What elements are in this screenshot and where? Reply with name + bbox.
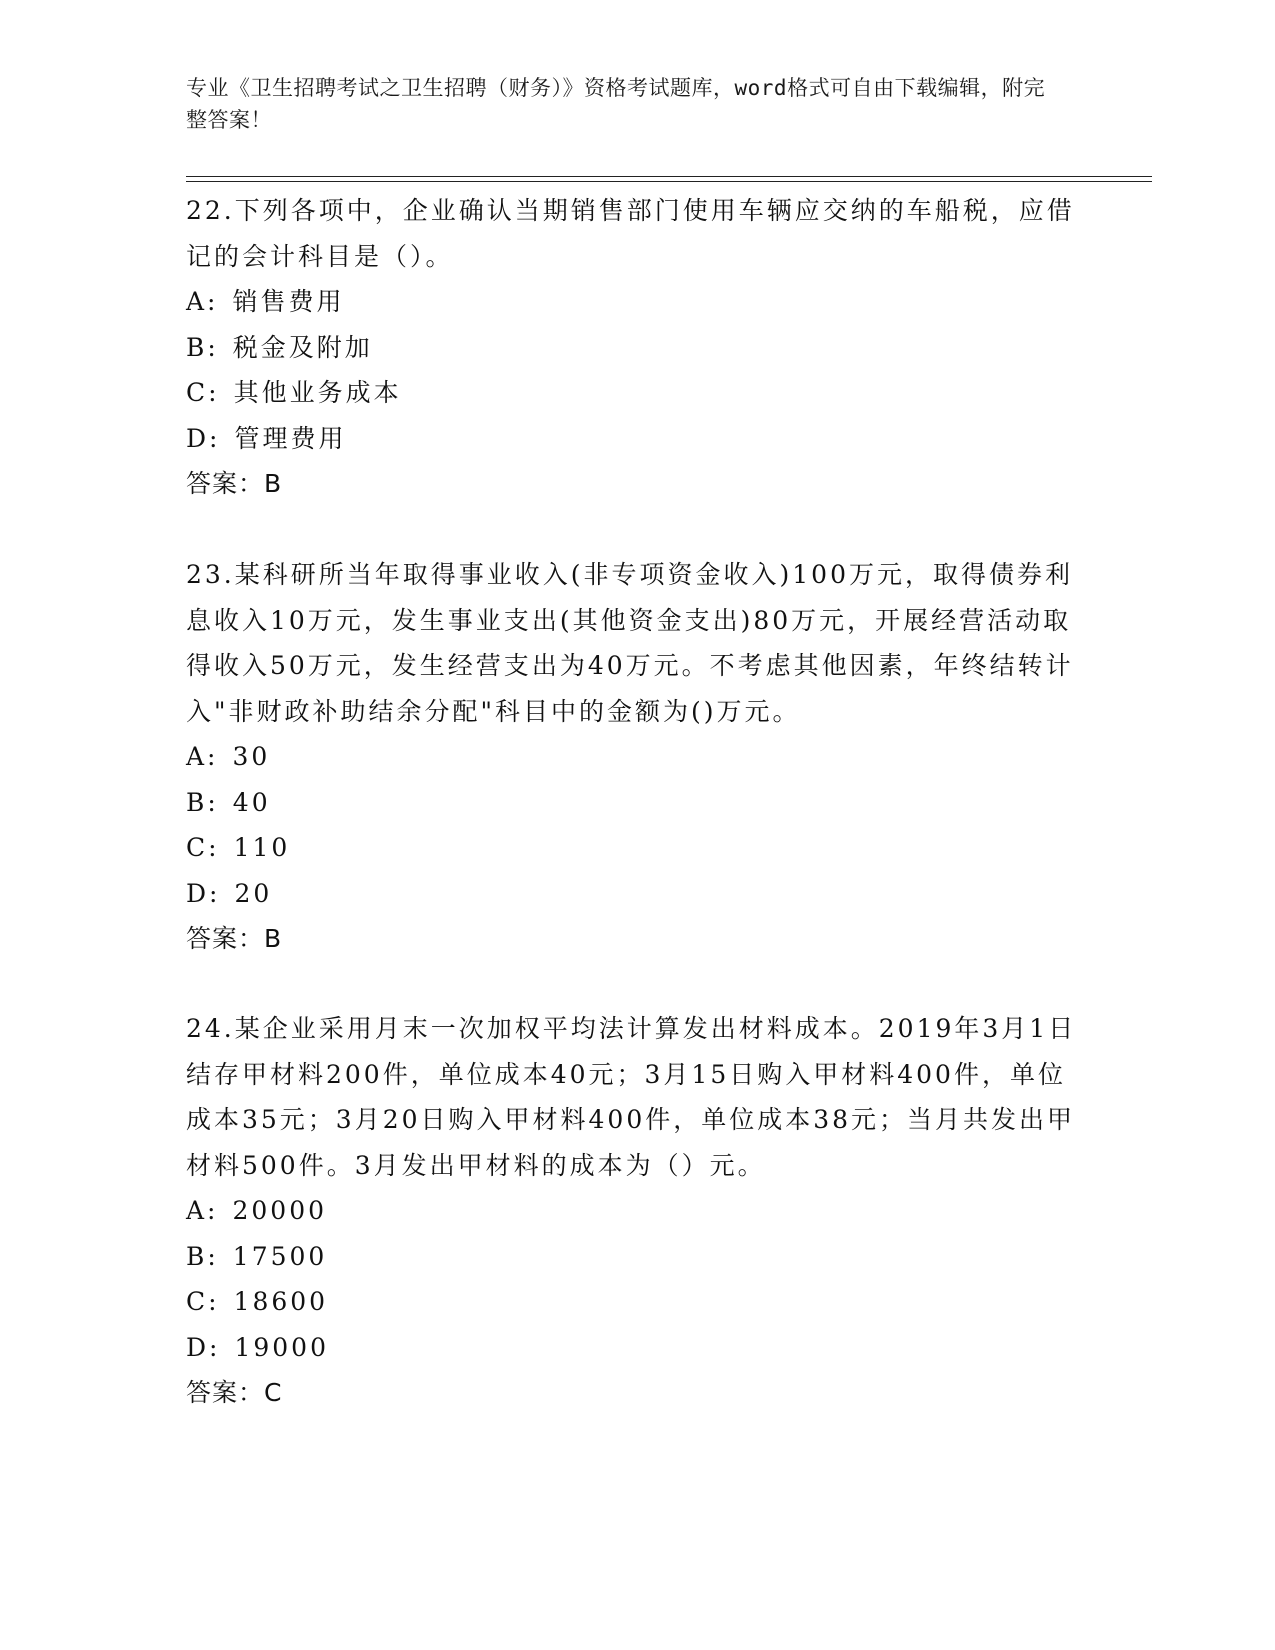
option-text: 20 [234, 878, 273, 908]
option-d [186, 871, 1086, 917]
answer-line: 答案：B [186, 924, 283, 953]
question-24 [186, 1006, 1086, 1416]
option-letter: B: [186, 787, 219, 817]
option-text: 17500 [232, 1241, 328, 1271]
option-letter: A: [186, 742, 219, 771]
option-letter: D: [186, 878, 221, 908]
option-letter: A: [186, 287, 219, 316]
option-b [186, 780, 1086, 826]
option-letter: A: [186, 1196, 219, 1225]
option-letter: D: [186, 1332, 221, 1362]
option-letter: D: [186, 423, 221, 453]
option-letter: B: [186, 332, 219, 362]
question-23 [186, 552, 1086, 962]
option-text: 销售费用 [232, 287, 345, 316]
question-22 [186, 188, 1086, 507]
answer-line: 答案：B [186, 469, 283, 498]
option-text: 40 [232, 787, 271, 817]
option-text: 税金及附加 [232, 332, 373, 362]
option-a [186, 1188, 1086, 1234]
question-stem: 22.下列各项中，企业确认当期销售部门使用车辆应交纳的车船税，应借记的会计科目是（）。 [186, 196, 1075, 271]
option-text: 管理费用 [234, 423, 347, 453]
option-text: 其他业务成本 [233, 378, 402, 407]
option-text: 18600 [233, 1287, 329, 1316]
option-text: 30 [232, 742, 271, 771]
option-a [186, 734, 1086, 780]
option-letter: C: [186, 833, 220, 862]
option-letter: C: [186, 1287, 220, 1316]
header-divider-top [186, 176, 1152, 177]
option-text: 19000 [234, 1332, 329, 1362]
option-b [186, 325, 1086, 371]
header-divider-bottom [186, 181, 1152, 182]
option-a [186, 279, 1086, 325]
option-c [186, 825, 1086, 871]
answer-line: 答案：C [186, 1378, 283, 1407]
option-d [186, 416, 1086, 462]
option-c [186, 1279, 1086, 1325]
option-c [186, 370, 1086, 416]
option-text: 20000 [232, 1196, 328, 1225]
question-stem: 24.某企业采用月末一次加权平均法计算发出材料成本。2019年3月1日结存甲材料200件，单位成本40元；3月15日购入甲材料400件，单位成本35元；3月20日购入甲材料400件，单位成本38元；当月共发出甲材料500件。3月发出甲材料的成本为（）元。 [186, 1014, 1077, 1180]
option-text: 110 [233, 833, 291, 862]
document-header: 专业《卫生招聘考试之卫生招聘（财务）》资格考试题库，word格式可自由下载编辑，附完整答案！ [186, 76, 1046, 132]
option-d [186, 1325, 1086, 1371]
question-stem: 23.某科研所当年取得事业收入(非专项资金收入)100万元，取得债券利息收入10万元，发生事业支出(其他资金支出)80万元，开展经营活动取得收入50万元，发生经营支出为40万元。不考虑其他因素，年终结转计入"非财政补助结余分配"科目中的金额为()万元。 [186, 560, 1074, 726]
option-b [186, 1234, 1086, 1280]
option-letter: B: [186, 1241, 219, 1271]
option-letter: C: [186, 378, 220, 407]
